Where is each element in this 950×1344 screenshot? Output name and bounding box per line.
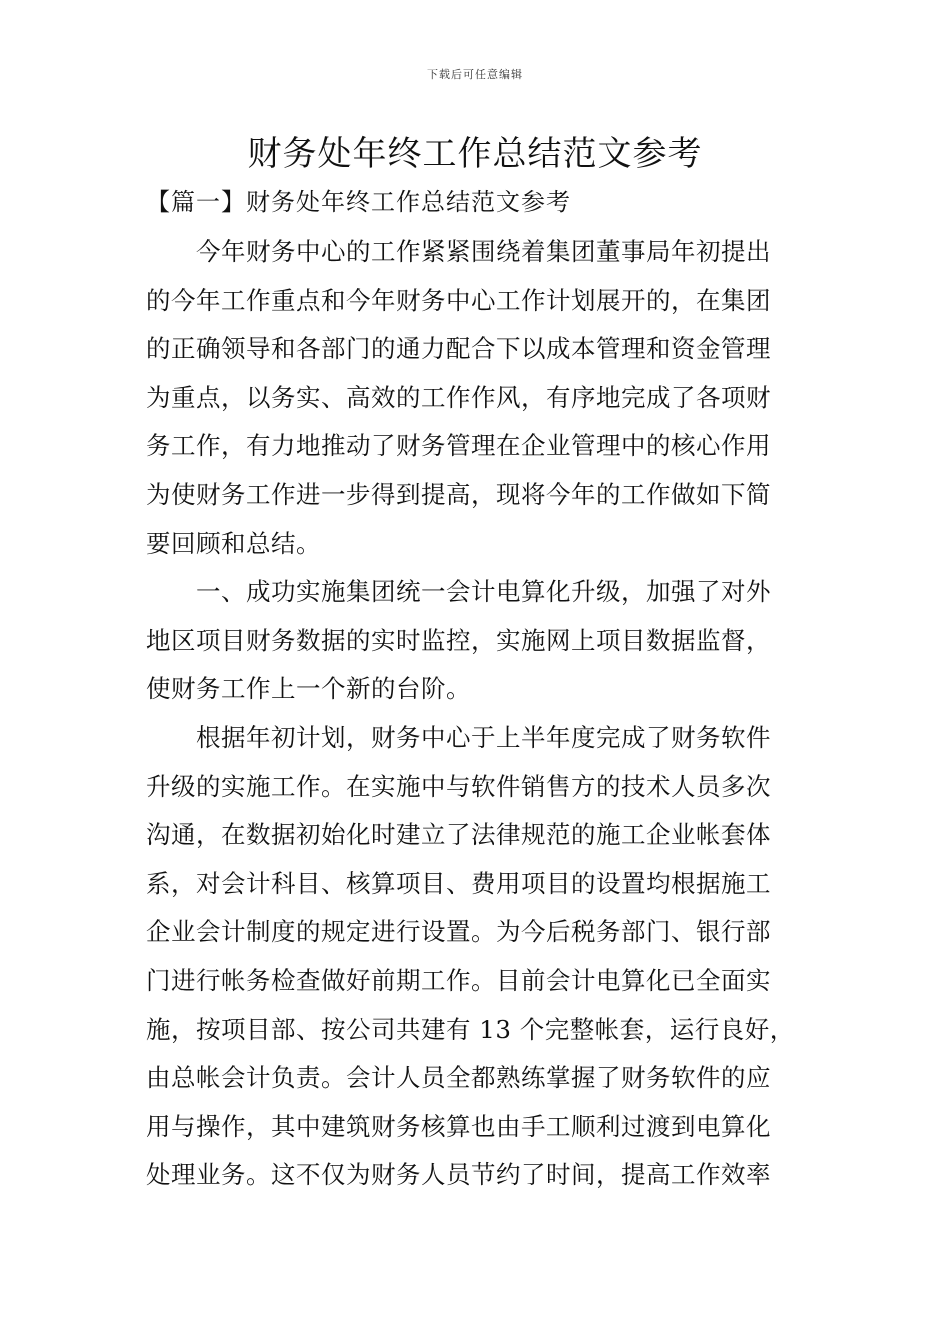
header-note: 下载后可任意编辑: [427, 68, 523, 81]
paragraph-line: 企业会计制度的规定进行设置。为今后税务部门、银行部: [146, 917, 771, 947]
paragraph-line: 务工作，有力地推动了财务管理在企业管理中的核心作用: [146, 431, 771, 461]
paragraph-line: 为重点，以务实、高效的工作作风，有序地完成了各项财: [146, 382, 771, 412]
paragraph-line: 地区项目财务数据的实时监控，实施网上项目数据监督，: [146, 625, 771, 655]
paragraph-line: 根据年初计划，财务中心于上半年度完成了财务软件: [196, 722, 771, 752]
paragraph-line: 沟通，在数据初始化时建立了法律规范的施工企业帐套体: [146, 820, 771, 850]
document-title: 财务处年终工作总结范文参考: [247, 134, 703, 174]
paragraph-line: 一、成功实施集团统一会计电算化升级，加强了对外: [196, 577, 771, 607]
paragraph-line: 门进行帐务检查做好前期工作。目前会计电算化已全面实: [146, 965, 771, 995]
document-body: [146, 228, 806, 1200]
paragraph-line: 升级的实施工作。在实施中与软件销售方的技术人员多次: [146, 771, 771, 801]
paragraph-line: 施，按项目部、按公司共建有 13 个完整帐套，运行良好，: [146, 1014, 795, 1044]
paragraph-line: 使财务工作上一个新的台阶。: [146, 674, 471, 704]
paragraph-line: 的正确领导和各部门的通力配合下以成本管理和资金管理: [146, 334, 771, 364]
section-label: 【篇一】财务处年终工作总结范文参考: [146, 188, 571, 216]
paragraph-line: 为使财务工作进一步得到提高，现将今年的工作做如下简: [146, 479, 771, 509]
paragraph-line: 处理业务。这不仅为财务人员节约了时间，提高工作效率: [146, 1160, 771, 1190]
paragraph-line: 由总帐会计负责。会计人员全都熟练掌握了财务软件的应: [146, 1063, 771, 1093]
paragraph-line: 的今年工作重点和今年财务中心工作计划展开的，在集团: [146, 285, 771, 315]
paragraph-line: 用与操作，其中建筑财务核算也由手工顺利过渡到电算化: [146, 1111, 771, 1141]
paragraph-line: 系，对会计科目、核算项目、费用项目的设置均根据施工: [146, 868, 771, 898]
paragraph-line: 要回顾和总结。: [146, 528, 321, 558]
paragraph-line: 今年财务中心的工作紧紧围绕着集团董事局年初提出: [196, 237, 771, 266]
